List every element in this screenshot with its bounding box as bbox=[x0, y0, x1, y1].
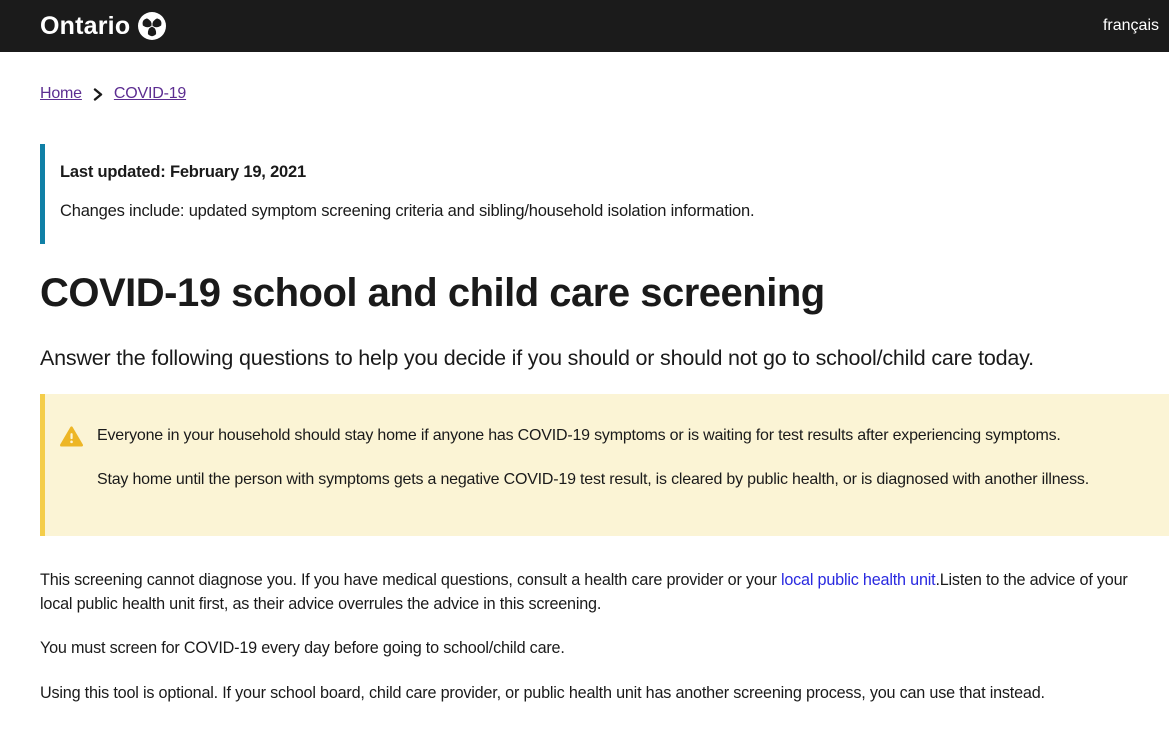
trillium-icon bbox=[138, 12, 166, 40]
screening-disclaimer-paragraph bbox=[40, 568, 1140, 616]
ontario-logo[interactable] bbox=[40, 12, 166, 41]
main-content bbox=[0, 85, 1169, 705]
breadcrumb-link-home[interactable]: Home bbox=[40, 85, 82, 102]
disclaimer-text-after-link: .Listen to the advice of your local public health unit first, as their advice overrules the advice in this screening. bbox=[40, 571, 1128, 613]
warning-triangle-icon bbox=[60, 426, 83, 452]
warning-text bbox=[97, 425, 1089, 491]
last-updated-body: Changes include: updated symptom screening criteria and sibling/household isolation information. bbox=[60, 202, 755, 220]
optional-tool-paragraph: Using this tool is optional. If your school board, child care provider, or public health unit has another screening process, you can use that instead. bbox=[40, 684, 1045, 702]
breadcrumb-link-covid19[interactable]: COVID-19 bbox=[113, 85, 187, 102]
local-public-health-unit-link[interactable]: local public health unit bbox=[780, 571, 936, 589]
ontario-logo-text: Ontario bbox=[40, 11, 131, 40]
site-header bbox=[0, 0, 1169, 52]
last-updated-callout bbox=[40, 144, 1140, 244]
language-toggle-link[interactable]: français bbox=[1102, 17, 1159, 34]
chevron-right-icon bbox=[93, 88, 103, 101]
page-subtitle: Answer the following questions to help you decide if you should or should not go to school/child care today. bbox=[40, 346, 1034, 370]
last-updated-title: Last updated: February 19, 2021 bbox=[60, 163, 306, 181]
warning-paragraph-1: Everyone in your household should stay home if anyone has COVID-19 symptoms or is waiting for test results after experiencing symptoms. bbox=[97, 427, 1061, 444]
warning-paragraph-2: Stay home until the person with symptoms gets a negative COVID-19 test result, is cleared by public health, or is diagnosed with another illness. bbox=[97, 471, 1089, 488]
household-warning-box bbox=[40, 394, 1169, 536]
body-copy bbox=[40, 568, 1140, 705]
breadcrumb bbox=[40, 85, 1140, 103]
page-title: COVID-19 school and child care screening bbox=[40, 271, 825, 315]
disclaimer-text-before-link: This screening cannot diagnose you. If you have medical questions, consult a health care provider or your bbox=[40, 571, 781, 589]
daily-screening-paragraph: You must screen for COVID-19 every day before going to school/child care. bbox=[40, 639, 565, 657]
